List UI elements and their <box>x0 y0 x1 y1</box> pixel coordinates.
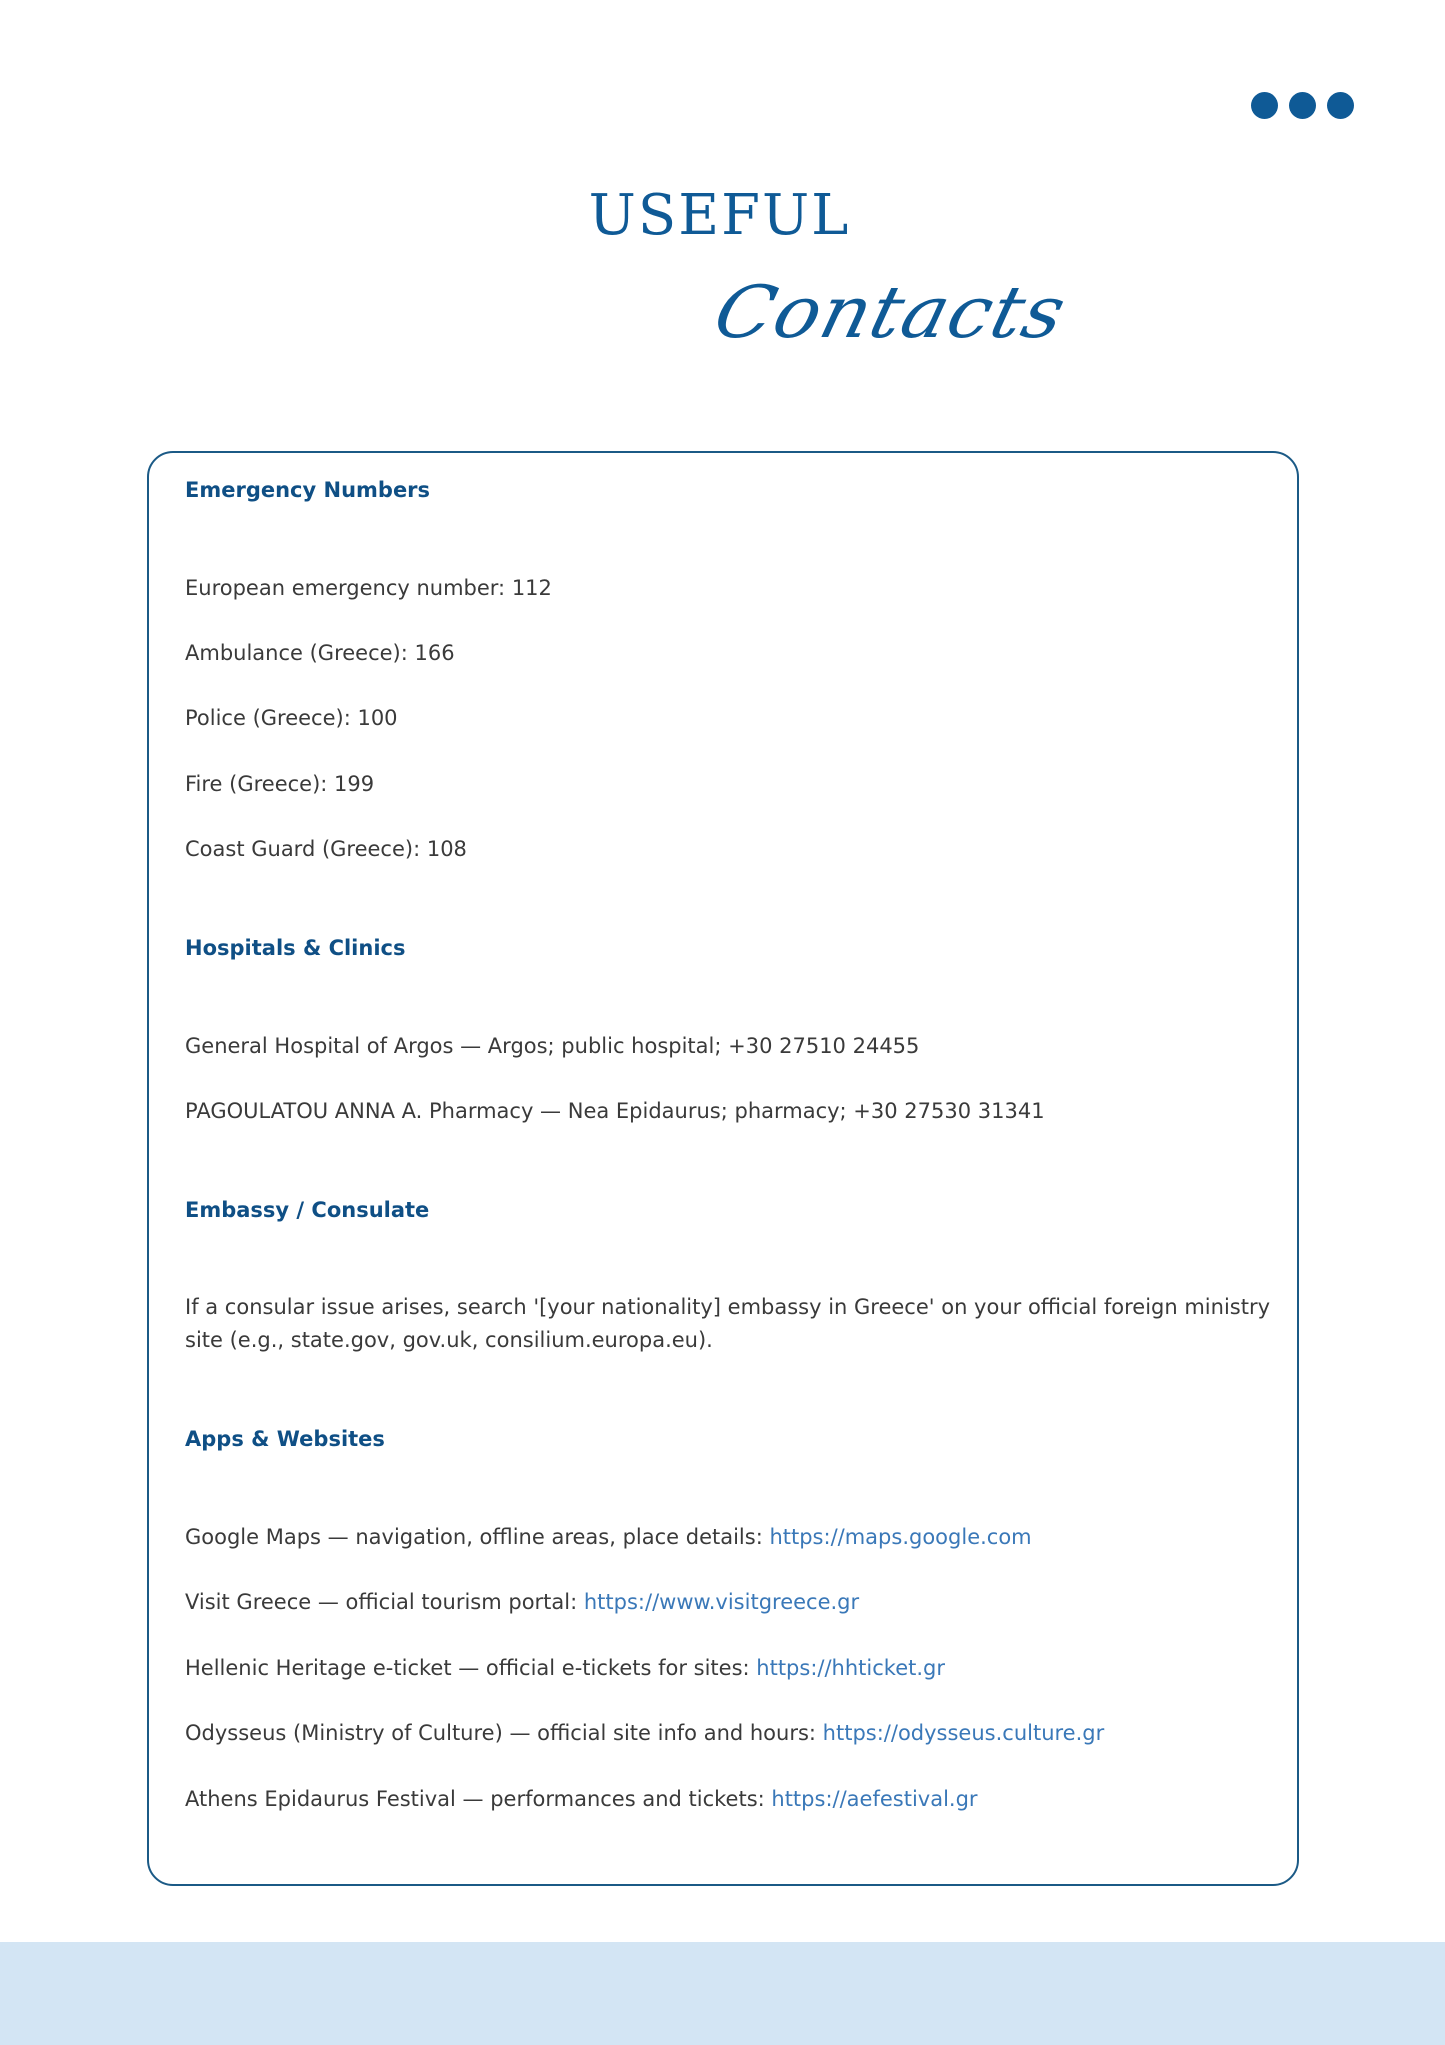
emergency-item: Coast Guard (Greece): 108 <box>185 837 467 861</box>
app-description: Athens Epidaurus Festival — performances and tickets: <box>185 1787 772 1811</box>
section-heading-apps: Apps & Websites <box>185 1427 385 1451</box>
app-link-odysseus[interactable]: https://odysseus.culture.gr <box>822 1721 1105 1745</box>
emergency-item: Police (Greece): 100 <box>185 706 398 730</box>
section-heading-emergency: Emergency Numbers <box>185 478 431 502</box>
app-link-aefestival[interactable]: https://aefestival.gr <box>771 1787 978 1811</box>
embassy-text: If a consular issue arises, search '[your nationality] embassy in Greece' on your official foreign ministry site (e.g., state.gov, gov.uk, consilium.europa.eu). <box>185 1295 1271 1352</box>
section-heading-embassy: Embassy / Consulate <box>185 1198 430 1222</box>
app-item-aefestival <box>185 1787 978 1811</box>
emergency-item: Ambulance (Greece): 166 <box>185 641 455 665</box>
dot-2 <box>1289 92 1316 119</box>
app-description: Visit Greece — official tourism portal: <box>185 1590 584 1614</box>
decorative-dots <box>1251 92 1354 119</box>
app-link-visit-greece[interactable]: https://www.visitgreece.gr <box>583 1590 860 1614</box>
section-heading-hospitals: Hospitals & Clinics <box>185 936 406 960</box>
emergency-item: Fire (Greece): 199 <box>185 772 375 796</box>
hospital-item: General Hospital of Argos — Argos; public hospital; +30 27510 24455 <box>185 1034 920 1058</box>
app-item-hhticket <box>185 1656 945 1680</box>
app-item-google-maps <box>185 1525 1032 1549</box>
app-link-hhticket[interactable]: https://hhticket.gr <box>756 1656 945 1680</box>
emergency-item: European emergency number: 112 <box>185 576 552 600</box>
app-link-google-maps[interactable]: https://maps.google.com <box>769 1525 1032 1549</box>
app-item-visit-greece <box>185 1590 859 1614</box>
page-title: USEFUL <box>588 183 851 248</box>
page-subtitle-script: Contacts <box>706 270 1075 354</box>
footer-band <box>0 1942 1445 2045</box>
app-item-odysseus <box>185 1721 1104 1745</box>
app-description: Odysseus (Ministry of Culture) — official site info and hours: <box>185 1721 823 1745</box>
hospital-item: PAGOULATOU ANNA A. Pharmacy — Nea Epidaurus; pharmacy; +30 27530 31341 <box>185 1099 1045 1123</box>
dot-1 <box>1251 92 1278 119</box>
app-description: Google Maps — navigation, offline areas, place details: <box>185 1525 770 1549</box>
app-description: Hellenic Heritage e-ticket — official e-tickets for sites: <box>185 1656 757 1680</box>
dot-3 <box>1327 92 1354 119</box>
